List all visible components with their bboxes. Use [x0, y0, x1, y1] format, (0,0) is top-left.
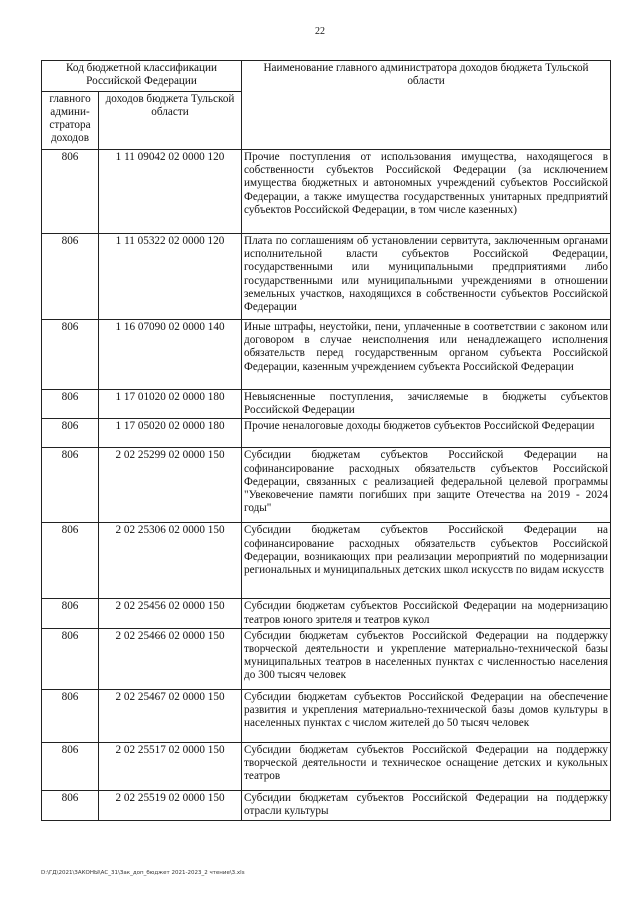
income-code-cell: 2 02 25456 02 0000 150: [99, 599, 242, 628]
admin-code-cell: 806: [42, 320, 99, 390]
admin-code-cell: 806: [42, 150, 99, 234]
admin-code-cell: 806: [42, 742, 99, 790]
income-code-cell: 1 17 05020 02 0000 180: [99, 419, 242, 448]
admin-code-cell: 806: [42, 234, 99, 320]
table-row: [42, 390, 611, 419]
income-name-cell: Субсидии бюджетам субъектов Российской Федерации на модернизацию театров юного зрителя и театров кукол: [242, 599, 611, 628]
header-administrator-name: Наименование главного администратора доходов бюджета Тульской области: [242, 61, 611, 150]
admin-code-cell: 806: [42, 689, 99, 742]
income-administrators-table: [41, 60, 611, 821]
admin-code-cell: 806: [42, 523, 99, 599]
table-row: [42, 628, 611, 689]
income-name-cell: Субсидии бюджетам субъектов Российской Федерации на софинансирование расходных обязательств субъектов Российской Федерации, возникающих при реализации мероприятий по модернизации региональных и муниципальных детских школ искусств по видам искусств: [242, 523, 611, 599]
income-code-cell: 2 02 25467 02 0000 150: [99, 689, 242, 742]
admin-code-cell: 806: [42, 790, 99, 820]
income-code-cell: 2 02 25466 02 0000 150: [99, 628, 242, 689]
table-row: [42, 689, 611, 742]
header-budget-classification-code: Код бюджетной классификации Российской Федерации: [42, 61, 242, 92]
income-code-cell: 1 16 07090 02 0000 140: [99, 320, 242, 390]
admin-code-cell: 806: [42, 419, 99, 448]
admin-code-cell: 806: [42, 628, 99, 689]
income-code-cell: 1 17 01020 02 0000 180: [99, 390, 242, 419]
income-name-cell: Субсидии бюджетам субъектов Российской Федерации на поддержку творческой деятельности и укрепление материально-технической базы муниципальных театров в населенных пунктах с численностью населения до 300 тысяч человек: [242, 628, 611, 689]
table-row: [42, 448, 611, 523]
table-row: [42, 419, 611, 448]
income-name-cell: Прочие поступления от использования имущества, находящегося в собственности субъектов Российской Федерации (за исключением имущества бюджетных и автономных учреждений субъектов Российской Федерации, а также имущества государственных унитарных предприятий субъектов Российской Федерации, в том числе казенных): [242, 150, 611, 234]
income-code-cell: 2 02 25306 02 0000 150: [99, 523, 242, 599]
income-name-cell: Прочие неналоговые доходы бюджетов субъектов Российской Федерации: [242, 419, 611, 448]
income-name-cell: Плата по соглашениям об установлении сервитута, заключенным органами исполнительной власти субъектов Российской Федерации, государственными или муниципальными предприятиями либо государственными или муниципальными учреждениями в отношении земельных участков, находящихся в собственности субъектов Российской Федерации: [242, 234, 611, 320]
income-name-cell: Иные штрафы, неустойки, пени, уплаченные в соответствии с законом или договором в случае неисполнения или ненадлежащего исполнения обязательств перед государственным органом субъекта Российской Федерации, казенным учреждением субъекта Российской Федерации: [242, 320, 611, 390]
income-code-cell: 2 02 25299 02 0000 150: [99, 448, 242, 523]
table-row: [42, 599, 611, 628]
admin-code-cell: 806: [42, 390, 99, 419]
table-row: [42, 523, 611, 599]
page-number: 22: [315, 26, 325, 37]
income-code-cell: 1 11 09042 02 0000 120: [99, 150, 242, 234]
table-row: [42, 790, 611, 820]
income-code-cell: 2 02 25519 02 0000 150: [99, 790, 242, 820]
table-row: [42, 234, 611, 320]
income-code-cell: 2 02 25517 02 0000 150: [99, 742, 242, 790]
header-regional-income: доходов бюджета Тульской области: [99, 92, 242, 150]
table-body: [42, 150, 611, 821]
table-header-row: [42, 61, 611, 92]
income-name-cell: Субсидии бюджетам субъектов Российской Федерации на обеспечение развития и укрепления материально-технической базы домов культуры в населенных пунктах с числом жителей до 50 тысяч человек: [242, 689, 611, 742]
header-main-administrator: главного админи-стратора доходов: [42, 92, 99, 150]
table-row: [42, 742, 611, 790]
income-code-cell: 1 11 05322 02 0000 120: [99, 234, 242, 320]
admin-code-cell: 806: [42, 448, 99, 523]
file-path-footer: D:\ГД\2021\ЗАКОНЫ\АС_31\Зак_доп_бюджет 2021-2023_2 чтение\3.xls: [41, 870, 245, 876]
income-name-cell: Субсидии бюджетам субъектов Российской Федерации на софинансирование расходных обязательств субъектов Российской Федерации, связанных с реализацией федеральной целевой программы "Увековечение памяти погибших при защите Отечества на 2019 - 2024 годы": [242, 448, 611, 523]
income-name-cell: Субсидии бюджетам субъектов Российской Федерации на поддержку отрасли культуры: [242, 790, 611, 820]
table-row: [42, 150, 611, 234]
admin-code-cell: 806: [42, 599, 99, 628]
income-name-cell: Субсидии бюджетам субъектов Российской Федерации на поддержку творческой деятельности и техническое оснащение детских и кукольных театров: [242, 742, 611, 790]
income-name-cell: Невыясненные поступления, зачисляемые в бюджеты субъектов Российской Федерации: [242, 390, 611, 419]
table-row: [42, 320, 611, 390]
